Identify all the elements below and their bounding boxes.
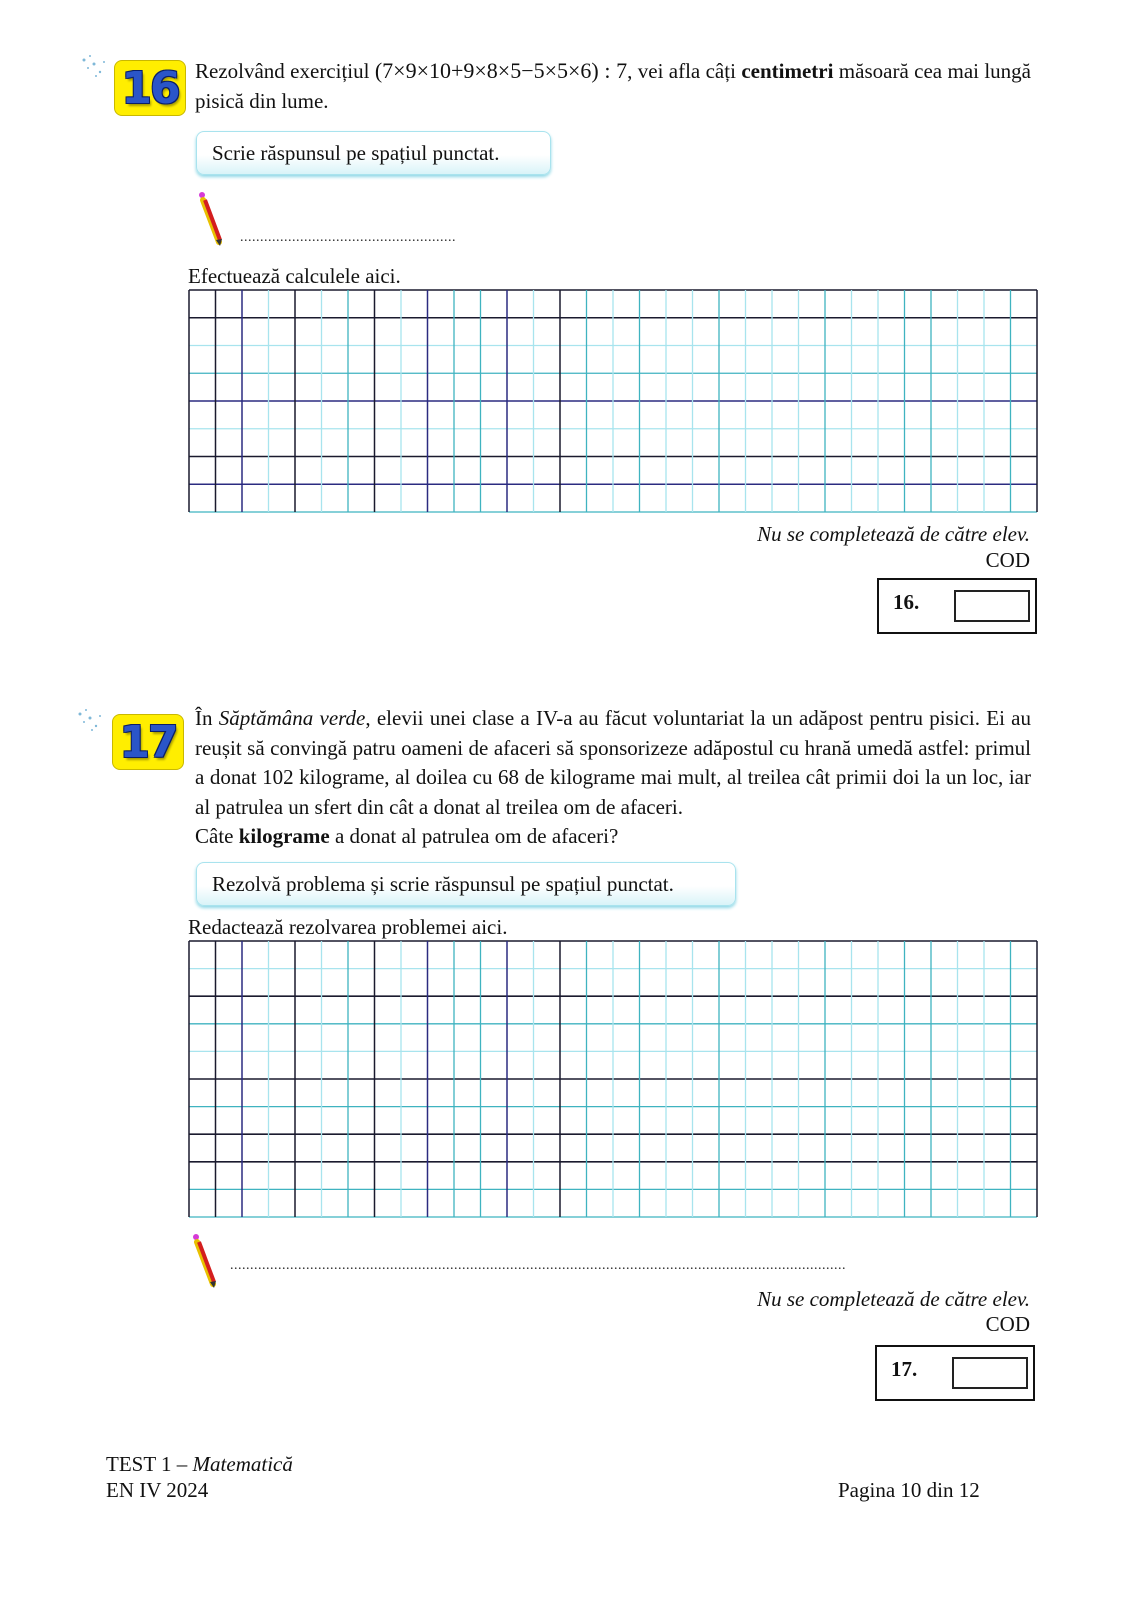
- instruction-box: Scrie răspunsul pe spațiul punctat.: [196, 131, 551, 175]
- pencil-icon: [196, 190, 224, 246]
- question-text: Câte: [195, 824, 239, 848]
- statement-text: măsoară cea mai lungă pisică din lume.: [195, 59, 1031, 113]
- page-number: Pagina 10 din 12: [838, 1478, 980, 1502]
- cod-label: COD: [985, 1312, 1030, 1336]
- instruction-box: Rezolvă problema și scrie răspunsul pe spațiul punctat.: [196, 862, 736, 906]
- answer-line[interactable]: ..........................................................................................................................................................: [230, 1258, 846, 1273]
- cod-label: COD: [985, 548, 1030, 572]
- emphasis-word: centimetri: [741, 59, 834, 83]
- test-label: TEST 1 –: [106, 1452, 193, 1476]
- work-area-label: Efectuează calculele aici.: [188, 264, 401, 288]
- math-expression: (7×9×10+9×8×5−5×5×6) : 7: [374, 58, 628, 83]
- statement-text: În: [195, 706, 219, 730]
- cod-number: 16.: [893, 590, 920, 614]
- footer-exam: EN IV 2024: [106, 1478, 209, 1502]
- exercise-number-badge: 17: [112, 714, 184, 770]
- subject: Matematică: [192, 1452, 293, 1476]
- answer-line[interactable]: ......................................................: [240, 230, 456, 245]
- cod-score-field[interactable]: [952, 1357, 1028, 1389]
- cod-box: [877, 578, 1037, 634]
- teacher-only-note: Nu se completează de către elev.: [757, 1287, 1030, 1311]
- exercise-17-question: [195, 822, 1031, 852]
- statement-text: , vei afla câți: [627, 59, 742, 83]
- question-text: a donat al patrulea om de afaceri?: [329, 824, 619, 848]
- cod-box: [875, 1345, 1035, 1401]
- work-area-label: Redactează rezolvarea problemei aici.: [188, 915, 508, 939]
- sparkle-icon: [74, 706, 108, 736]
- exercise-number-badge: 16: [114, 60, 186, 116]
- footer-test-title: [106, 1452, 293, 1477]
- cod-score-field[interactable]: [954, 590, 1030, 622]
- event-name: Săptămâna verde: [218, 706, 366, 730]
- cod-number: 17.: [891, 1357, 918, 1381]
- statement-text: Rezolvând exercițiul: [195, 59, 375, 83]
- pencil-icon: [190, 1232, 218, 1288]
- exercise-16-statement: [195, 56, 1031, 116]
- exercise-17-statement: [195, 704, 1031, 822]
- calculation-grid[interactable]: [188, 289, 1038, 513]
- statement-text: , elevii unei clase a IV-a au făcut voluntariat la un adăpost pentru pisici. Ei au reușit să convingă patru oameni de afaceri să sponsorizeze adăpostul cu hrană umedă astfel: primul a donat 102 kilograme, al doilea cu 68 de kilograme mai mult, al treilea cât primii doi la un loc, iar al patrulea un sfert din cât a donat al treilea om de afaceri.: [195, 706, 1031, 819]
- solution-grid[interactable]: [188, 940, 1038, 1218]
- sparkle-icon: [78, 52, 112, 82]
- teacher-only-note: Nu se completează de către elev.: [757, 522, 1030, 546]
- emphasis-word: kilograme: [238, 824, 330, 848]
